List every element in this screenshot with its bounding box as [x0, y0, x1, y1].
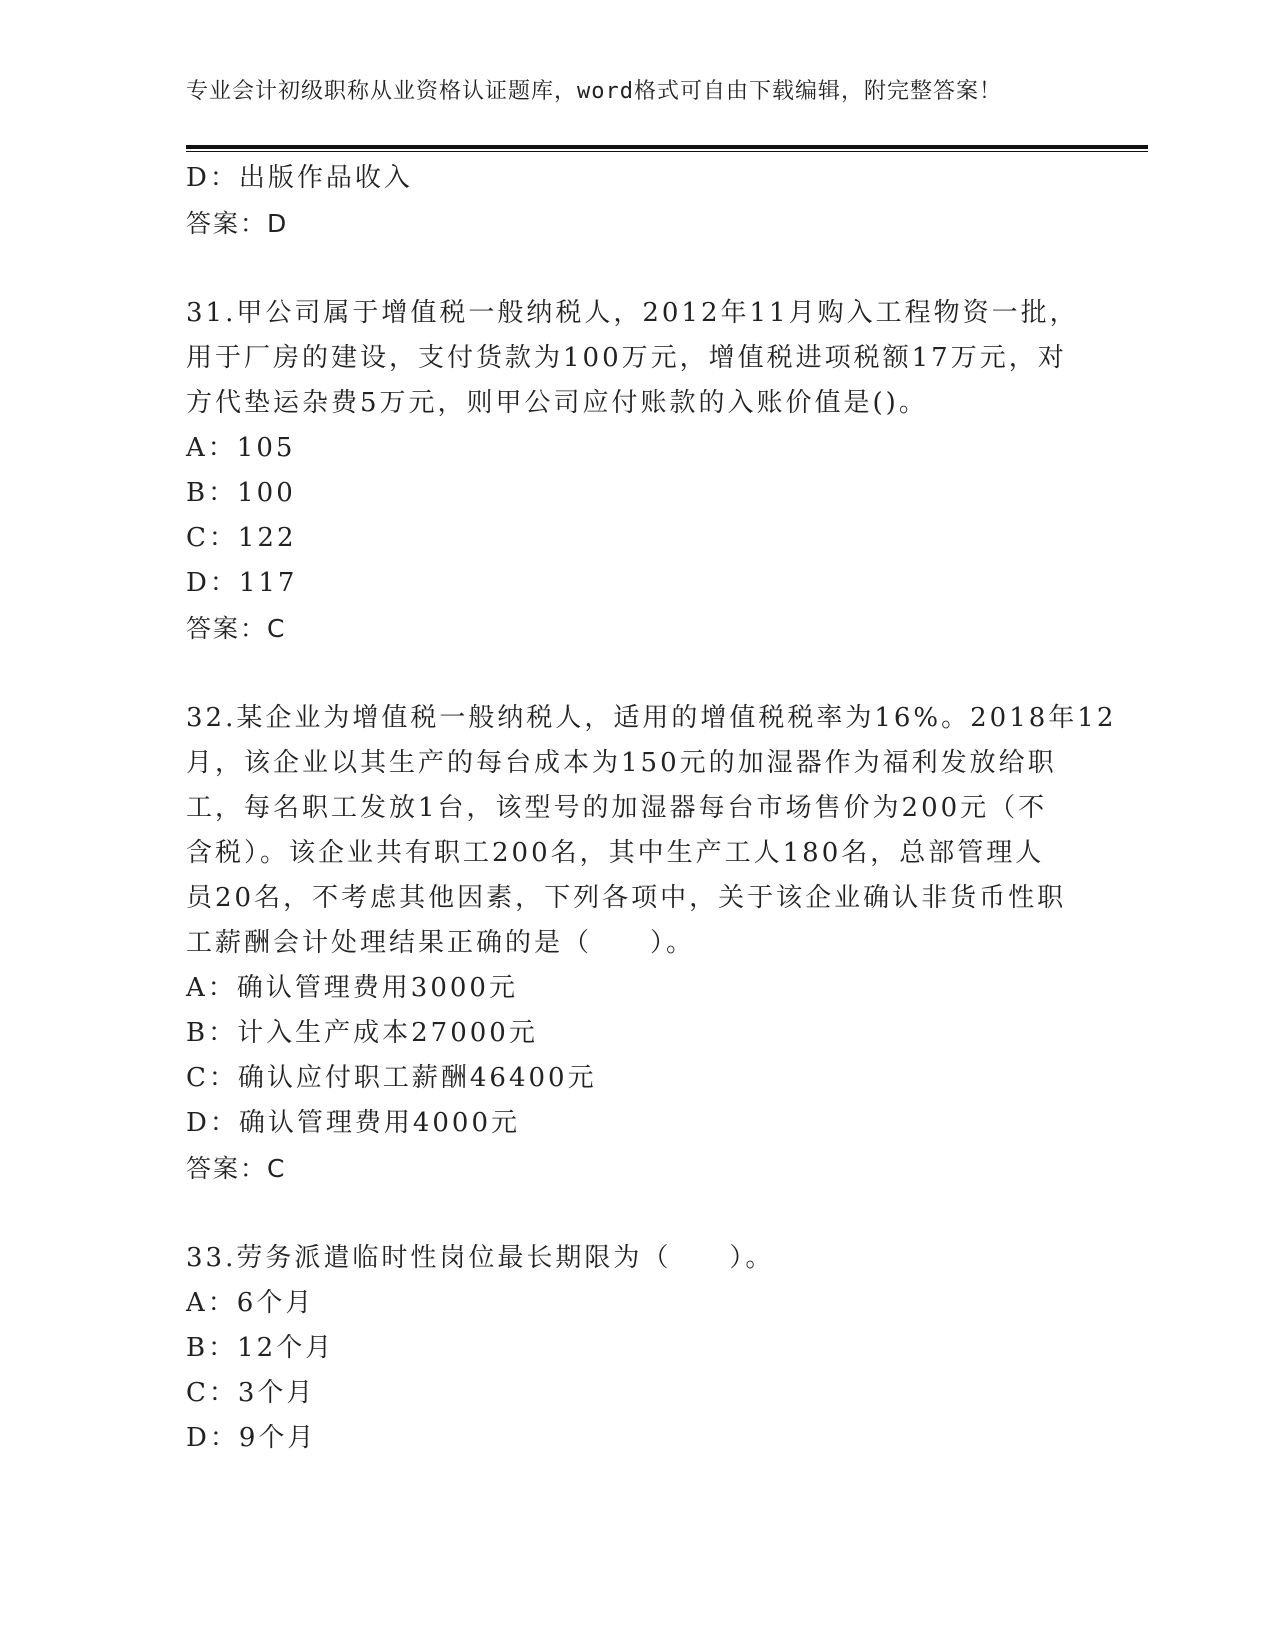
q32-answer: 答案：C [186, 1154, 287, 1183]
q30-answer: 答案：D [186, 209, 289, 238]
q32-option-b: B：计入生产成本27000元 [186, 1018, 538, 1048]
q31-option-a: A：105 [186, 433, 296, 463]
header-rule-thick [186, 145, 1148, 149]
q33-option-c: C：3个月 [186, 1378, 316, 1408]
q33-stem-line: 33.劳务派遣临时性岗位最长期限为（ ）。 [186, 1243, 775, 1273]
q32-option-c: C：确认应付职工薪酬46400元 [186, 1063, 597, 1093]
q31-answer: 答案：C [186, 614, 287, 643]
q32-stem-line: 32.某企业为增值税一般纳税人，适用的增值税税率为16%。2018年12 [186, 703, 1117, 733]
q32-stem-line: 工薪酬会计处理结果正确的是（ ）。 [186, 928, 696, 958]
q32-stem-line: 含税）。该企业共有职工200名，其中生产工人180名，总部管理人 [186, 838, 1045, 868]
q31-option-c: C：122 [186, 523, 297, 553]
q33-option-a: A：6个月 [186, 1288, 315, 1318]
header-rule-thin [186, 151, 1148, 152]
q31-stem-line: 用于厂房的建设，支付货款为100万元，增值税进项税额17万元，对 [186, 343, 1067, 373]
q33-option-b: B：12个月 [186, 1333, 335, 1363]
q32-stem-line: 工，每名职工发放1台，该型号的加湿器每台市场售价为200元（不 [186, 793, 1048, 823]
q30-option-d: D：出版作品收入 [186, 163, 413, 193]
question-content [186, 156, 1117, 1461]
q33-option-d: D：9个月 [186, 1423, 317, 1453]
q32-stem-line: 月，该企业以其生产的每台成本为150元的加湿器作为福利发放给职 [186, 748, 1057, 778]
q32-option-a: A：确认管理费用3000元 [186, 973, 518, 1003]
question-33 [186, 1236, 1086, 1461]
page-header: 专业会计初级职称从业资格认证题库，word格式可自由下载编辑，附完整答案！ [186, 79, 1002, 104]
q31-option-b: B：100 [186, 478, 296, 508]
q31-stem-line: 31.甲公司属于增值税一般纳税人，2012年11月购入工程物资一批， [186, 298, 1079, 328]
question-32 [186, 696, 1117, 1191]
q31-option-d: D：117 [186, 568, 298, 598]
q31-stem-line: 方代垫运杂费5万元，则甲公司应付账款的入账价值是()。 [186, 388, 928, 418]
q32-option-d: D：确认管理费用4000元 [186, 1108, 521, 1138]
question-31 [186, 291, 1086, 651]
q32-stem-line: 员20名，不考虑其他因素，下列各项中，关于该企业确认非货币性职 [186, 883, 1067, 913]
